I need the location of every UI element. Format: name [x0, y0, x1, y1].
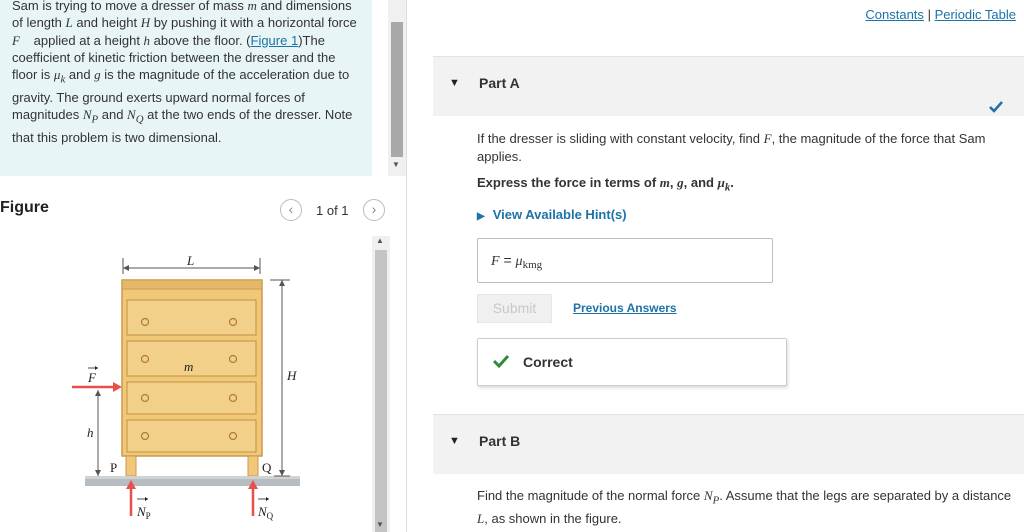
answer-lhs: F — [491, 254, 500, 269]
label-L: L — [187, 253, 195, 268]
feedback-text: Correct — [523, 354, 573, 370]
label-h: h — [87, 425, 94, 440]
feedback-correct — [477, 338, 787, 386]
label-P: P — [110, 460, 118, 475]
collapse-caret-icon[interactable]: ▼ — [449, 435, 460, 447]
part-a-header[interactable] — [433, 56, 1024, 116]
problem-scrollbar[interactable] — [388, 0, 406, 176]
label-NQ: $N_Q$ — [258, 504, 274, 521]
top-links — [865, 7, 1016, 22]
answer-subscript: kmg — [522, 259, 543, 271]
constants-link[interactable]: Constants — [865, 7, 924, 22]
label-NP: $N_P$ — [137, 504, 151, 521]
problem-statement — [0, 0, 372, 176]
right-pane — [433, 0, 1024, 532]
collapse-caret-icon[interactable]: ▼ — [449, 77, 460, 89]
link-separator: | — [927, 7, 931, 22]
part-a-question: If the dresser is sliding with constant velocity, find F, the magnitude of the force that Sam applies. — [477, 131, 986, 164]
scroll-down-arrow-icon[interactable]: ▼ — [392, 160, 400, 169]
part-a-complete-check-icon — [988, 100, 1004, 114]
periodic-table-link[interactable]: Periodic Table — [934, 7, 1016, 22]
part-a-instruction: Express the force in terms of m, g, and $\mu_k$. — [477, 175, 734, 194]
next-figure-button[interactable]: › — [363, 199, 385, 221]
label-F: F — [88, 370, 96, 385]
hints-label: View Available Hint(s) — [492, 207, 627, 222]
answer-mu: μ — [515, 254, 523, 269]
scrollbar-thumb[interactable] — [375, 250, 387, 532]
prev-figure-button[interactable]: ‹ — [280, 199, 302, 221]
part-b-question: Find the magnitude of the normal force $N_P$. Assume that the legs are separated by a distance L, as shown in the figure. — [477, 488, 1012, 527]
left-pane — [0, 0, 406, 532]
label-Q: Q — [262, 460, 272, 475]
part-a-label: Part A — [479, 75, 520, 91]
correct-check-icon — [492, 353, 510, 369]
part-b-header[interactable] — [433, 414, 1024, 474]
previous-answers-link[interactable]: Previous Answers — [573, 301, 677, 315]
dresser-figure — [60, 244, 310, 532]
scroll-up-arrow-icon[interactable]: ▲ — [376, 236, 384, 245]
answer-field[interactable] — [477, 238, 773, 283]
problem-text: Sam is trying to move a dresser of mass m and dimensions of length L and height H by pushing it with a horizontal force F⃗ applied at a height h above the floor. (Figure 1)The coefficient of kinetic friction between the dresser and the floor is $\mu_k$ and g is the magnitude of the acceleration due to gravity. The ground exerts upward normal forces of magnitudes $N_P$ and $N_Q$ at the two ends of the dresser. Note that this problem is two dimensional. — [12, 0, 357, 146]
scroll-down-arrow-icon[interactable]: ▼ — [376, 520, 384, 529]
submit-button[interactable]: Submit — [477, 294, 552, 323]
view-hints-link[interactable] — [477, 207, 627, 222]
part-b-label: Part B — [479, 433, 521, 449]
figure-page-indicator: 1 of 1 — [316, 203, 349, 218]
figure-title: Figure — [0, 199, 49, 216]
expand-triangle-icon: ▶ — [477, 211, 485, 222]
answer-equals: = — [503, 252, 512, 268]
label-H: H — [287, 368, 297, 383]
pane-divider[interactable] — [406, 0, 407, 532]
figure-scrollbar[interactable] — [372, 236, 390, 532]
label-m: m — [184, 359, 194, 374]
scrollbar-thumb[interactable] — [391, 22, 403, 157]
figure-header — [0, 196, 390, 226]
